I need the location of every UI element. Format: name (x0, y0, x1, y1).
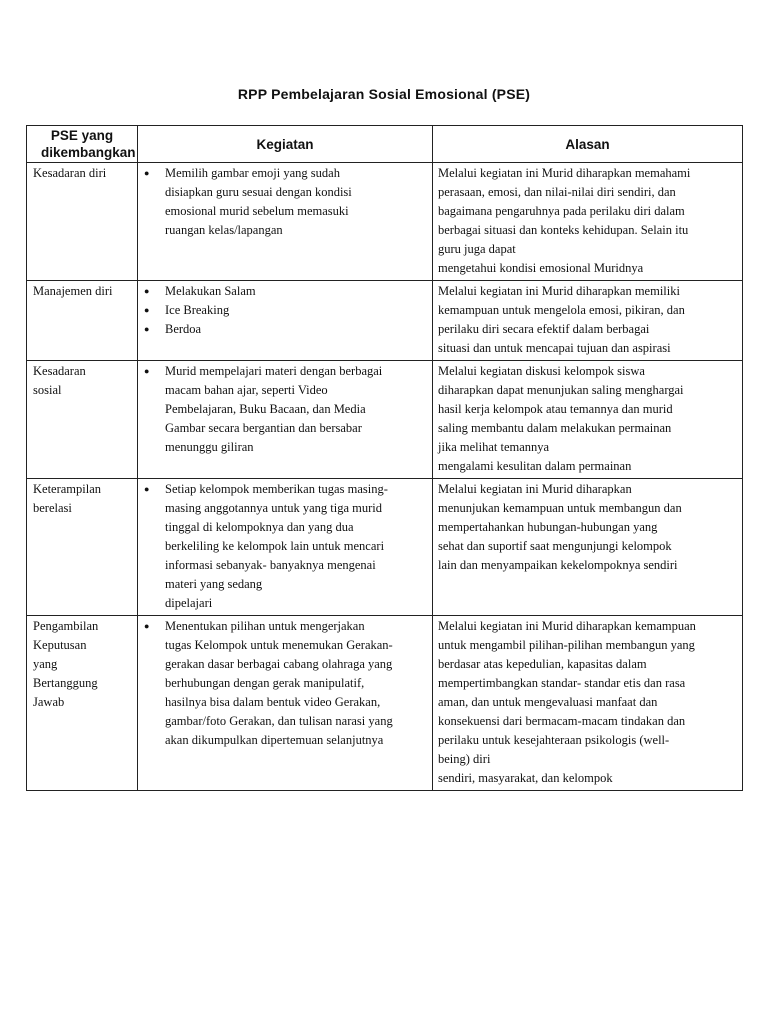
bullet-icon: ● (144, 286, 150, 296)
alasan-line: sehat dan suportif saat mengunjungi kelompok (438, 539, 672, 553)
pse-line: yang (33, 657, 58, 671)
kegiatan-line: Setiap kelompok memberikan tugas masing- (165, 482, 388, 496)
kegiatan-line: Ice Breaking (165, 303, 230, 317)
kegiatan-line: materi yang sedang (165, 577, 263, 591)
pse-table (26, 125, 743, 791)
alasan-line: menunjukan kemampuan untuk membangun dan (438, 501, 682, 515)
kegiatan-line: disiapkan guru sesuai dengan kondisi (165, 185, 352, 199)
header-kegiatan: Kegiatan (138, 126, 433, 163)
pse-line: Keputusan (33, 638, 87, 652)
kegiatan-line: akan dikumpulkan dipertemuan selanjutnya (165, 733, 384, 747)
kegiatan-line: informasi sebanyak- banyaknya mengenai (165, 558, 376, 572)
kegiatan-cell (138, 361, 433, 479)
pse-line: Kesadaran diri (33, 166, 107, 180)
pse-line: Keterampilan (33, 482, 102, 496)
pse-cell (27, 163, 138, 281)
table-row (27, 163, 743, 281)
kegiatan-line: Gambar secara bergantian dan bersabar (165, 421, 362, 435)
alasan-line: saling membantu dalam melakukan permainan (438, 421, 672, 435)
list-item (138, 480, 430, 613)
kegiatan-line: gerakan dasar berbagai cabang olahraga yang (165, 657, 393, 671)
pse-line: Jawab (33, 695, 65, 709)
page-title: RPP Pembelajaran Sosial Emosional (PSE) (237, 86, 531, 102)
pse-line: Manajemen diri (33, 284, 113, 298)
alasan-cell (433, 361, 743, 479)
kegiatan-line: gambar/foto Gerakan, dan tulisan narasi yang (165, 714, 393, 728)
alasan-line: Melalui kegiatan diskusi kelompok siswa (438, 364, 645, 378)
table-body (27, 163, 743, 791)
kegiatan-line: Menentukan pilihan untuk mengerjakan (165, 619, 365, 633)
alasan-line: untuk mengambil pilihan-pilihan membangun yang (438, 638, 695, 652)
kegiatan-cell (138, 163, 433, 281)
list-item (138, 617, 430, 750)
alasan-line: mengetahui kondisi emosional Muridnya (438, 261, 644, 275)
alasan-line: perilaku untuk kesejahteraan psikologis (well- (438, 733, 670, 747)
alasan-line: mempertimbangkan standar- standar etis dan rasa (438, 676, 686, 690)
kegiatan-cell (138, 281, 433, 361)
table-row (27, 361, 743, 479)
alasan-line: Melalui kegiatan ini Murid diharapkan (438, 482, 632, 496)
kegiatan-line: masing anggotannya untuk yang tiga murid (165, 501, 382, 515)
table-header-row (27, 126, 743, 163)
bullet-icon: ● (144, 621, 150, 631)
list-item (138, 282, 430, 301)
kegiatan-list (138, 361, 432, 459)
alasan-line: guru juga dapat (438, 242, 516, 256)
list-item (138, 164, 430, 240)
alasan-line: Melalui kegiatan ini Murid diharapkan kemampuan (438, 619, 696, 633)
kegiatan-line: berkeliling ke kelompok lain untuk mencari (165, 539, 385, 553)
bullet-icon: ● (144, 484, 150, 494)
alasan-cell (433, 479, 743, 616)
pse-cell (27, 479, 138, 616)
kegiatan-line: menunggu giliran (165, 440, 254, 454)
alasan-cell (433, 281, 743, 361)
pse-cell (27, 361, 138, 479)
pse-cell (27, 281, 138, 361)
alasan-line: berdasar atas kepedulian, kapasitas dalam (438, 657, 647, 671)
kegiatan-line: tinggal di kelompoknya dan yang dua (165, 520, 354, 534)
bullet-icon: ● (144, 324, 150, 334)
kegiatan-line: tugas Kelompok untuk menemukan Gerakan- (165, 638, 393, 652)
kegiatan-line: emosional murid sebelum memasuki (165, 204, 349, 218)
kegiatan-line: ruangan kelas/lapangan (165, 223, 283, 237)
pse-cell (27, 616, 138, 791)
kegiatan-list (138, 281, 432, 341)
kegiatan-line: Murid mempelajari materi dengan berbagai (165, 364, 383, 378)
pse-line: sosial (33, 383, 62, 397)
kegiatan-cell (138, 616, 433, 791)
alasan-line: aman, dan untuk mengevaluasi manfaat dan (438, 695, 658, 709)
alasan-line: berbagai situasi dan konteks kehidupan. Selain itu (438, 223, 689, 237)
kegiatan-line: Berdoa (165, 322, 202, 336)
kegiatan-line: Melakukan Salam (165, 284, 256, 298)
alasan-line: sendiri, masyarakat, dan kelompok (438, 771, 613, 785)
bullet-icon: ● (144, 168, 150, 178)
list-item (138, 320, 430, 339)
alasan-line: jika melihat temannya (438, 440, 550, 454)
alasan-line: Melalui kegiatan ini Murid diharapkan memahami (438, 166, 691, 180)
alasan-cell (433, 163, 743, 281)
header-pse-label: PSE yang dikembangkan (41, 128, 136, 160)
table-row (27, 616, 743, 791)
list-item (138, 301, 430, 320)
alasan-line: perasaan, emosi, dan nilai-nilai diri sendiri, dan (438, 185, 676, 199)
alasan-line: lain dan menyampaikan kekelompoknya sendiri (438, 558, 678, 572)
pse-line: berelasi (33, 501, 72, 515)
kegiatan-line: macam bahan ajar, seperti Video (165, 383, 328, 397)
alasan-line: bagaimana pengaruhnya pada perilaku diri dalam (438, 204, 685, 218)
alasan-line: hasil kerja kelompok atau temannya dan murid (438, 402, 673, 416)
bullet-icon: ● (144, 305, 150, 315)
list-item (138, 362, 430, 457)
alasan-line: being) diri (438, 752, 491, 766)
pse-line: Kesadaran (33, 364, 86, 378)
alasan-line: diharapkan dapat menunjukan saling menghargai (438, 383, 684, 397)
kegiatan-line: berhubungan dengan gerak manipulatif, (165, 676, 365, 690)
alasan-line: kemampuan untuk mengelola emosi, pikiran, dan (438, 303, 685, 317)
pse-line: Pengambilan (33, 619, 99, 633)
alasan-line: mempertahankan hubungan-hubungan yang (438, 520, 658, 534)
alasan-line: perilaku diri secara efektif dalam berbagai (438, 322, 650, 336)
alasan-line: konsekuensi dari bermacam-macam tindakan dan (438, 714, 686, 728)
kegiatan-line: dipelajari (165, 596, 213, 610)
kegiatan-cell (138, 479, 433, 616)
header-alasan: Alasan (433, 126, 743, 163)
table-row (27, 479, 743, 616)
kegiatan-line: Memilih gambar emoji yang sudah (165, 166, 340, 180)
kegiatan-list (138, 616, 432, 752)
bullet-icon: ● (144, 366, 150, 376)
kegiatan-list (138, 479, 432, 615)
alasan-cell (433, 616, 743, 791)
kegiatan-line: hasilnya bisa dalam bentuk video Gerakan, (165, 695, 381, 709)
kegiatan-line: Pembelajaran, Buku Bacaan, dan Media (165, 402, 366, 416)
header-pse (27, 126, 138, 163)
alasan-line: Melalui kegiatan ini Murid diharapkan memiliki (438, 284, 680, 298)
alasan-line: situasi dan untuk mencapai tujuan dan aspirasi (438, 341, 671, 355)
kegiatan-list (138, 163, 432, 242)
table-row (27, 281, 743, 361)
alasan-line: mengalami kesulitan dalam permainan (438, 459, 632, 473)
pse-line: Bertanggung (33, 676, 98, 690)
